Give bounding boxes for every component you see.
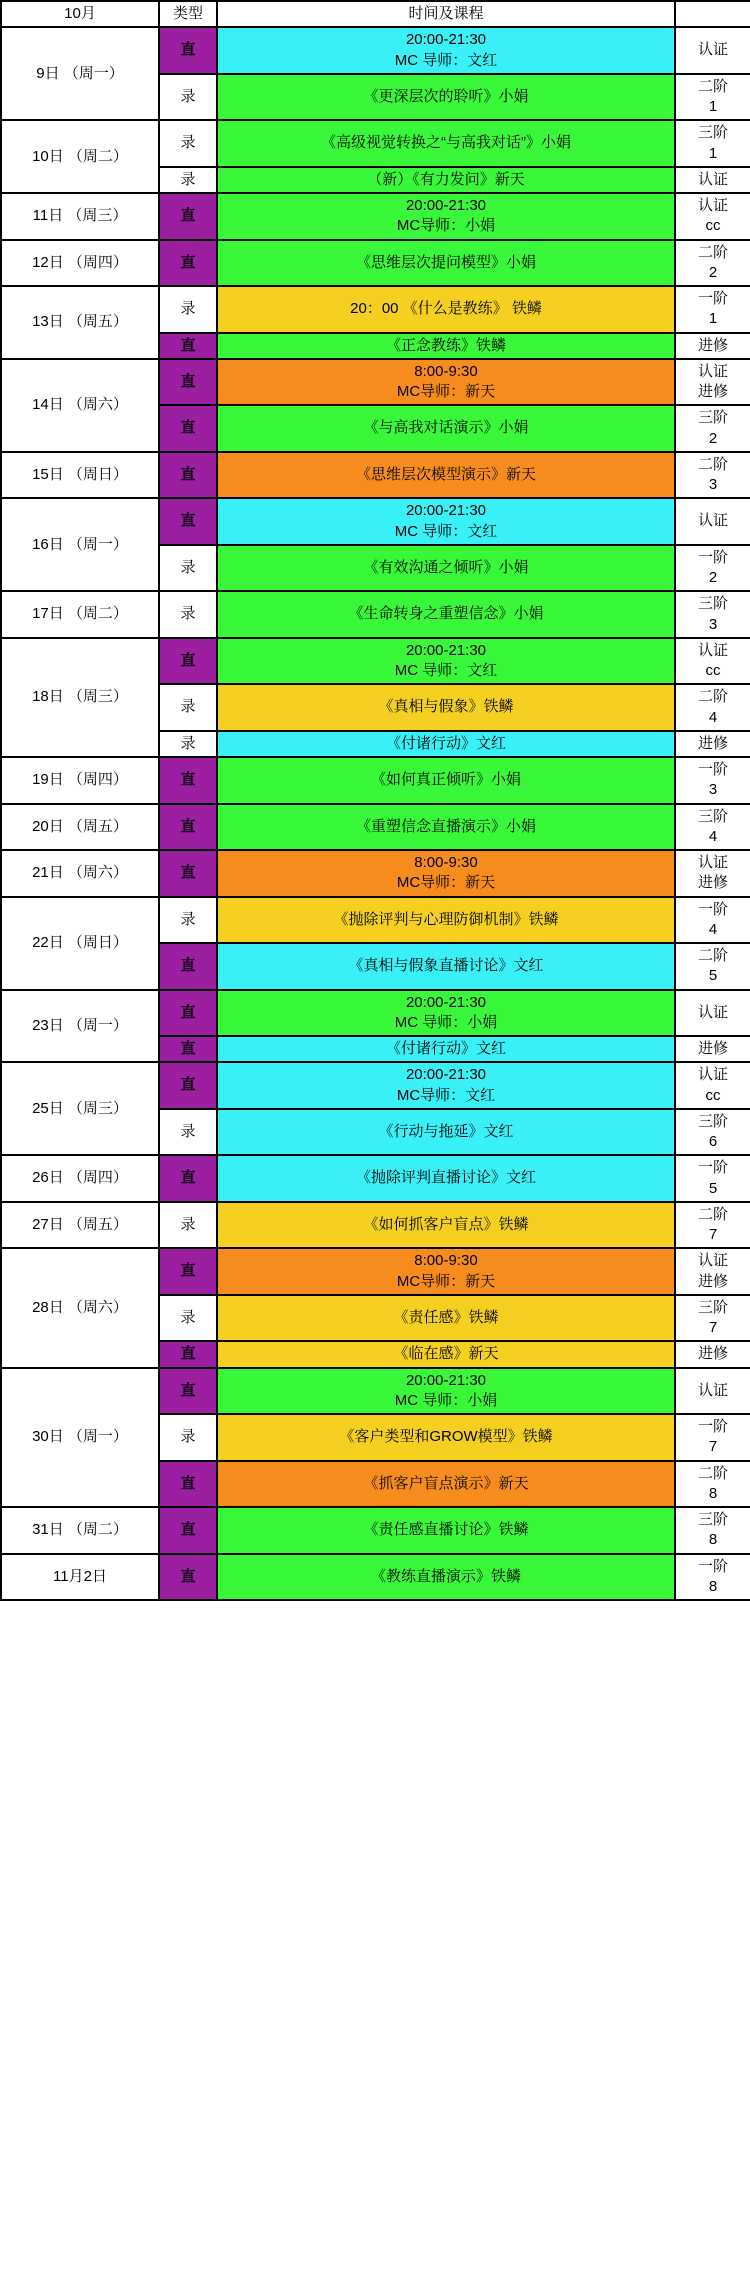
- course-cell: 《正念教练》铁鳞: [217, 333, 675, 359]
- level-cell: 认证: [675, 990, 750, 1037]
- level-line: 进修: [697, 874, 728, 892]
- date-cell: 19日 （周四）: [1, 757, 159, 804]
- level-line: 1: [708, 310, 718, 328]
- date-cell: 21日 （周六）: [1, 850, 159, 897]
- course-time: 20:00-21:30: [405, 641, 487, 659]
- course-cell: 《客户类型和GROW模型》铁鳞: [217, 1414, 675, 1461]
- type-cell-live: 直: [159, 1062, 217, 1109]
- level-cell: [675, 240, 750, 287]
- type-cell-recorded: 录: [159, 1109, 217, 1156]
- level-cell: [675, 1414, 750, 1461]
- course-cell: 《思维层次提问模型》小娟: [217, 240, 675, 287]
- level-cell: 认证: [675, 167, 750, 193]
- level-line: 二阶: [697, 688, 728, 706]
- schedule-body: [1, 1, 750, 1600]
- level-line: 8: [708, 1577, 718, 1595]
- level-cell: [675, 1507, 750, 1554]
- level-cell: [675, 591, 750, 638]
- course-time: 20:00-21:30: [405, 197, 487, 214]
- table-row: [1, 850, 750, 897]
- course-cell: （新）《有力发问》新天: [217, 167, 675, 193]
- course-cell: [217, 1248, 675, 1295]
- course-instructor: MC 导师：文红: [394, 522, 498, 540]
- date-cell: 9日 （周一）: [1, 27, 159, 120]
- type-cell-live: 直: [159, 1461, 217, 1508]
- course-cell: 《付诸行动》文红: [217, 731, 675, 757]
- level-line: 1: [708, 144, 718, 162]
- type-cell-recorded: 录: [159, 286, 217, 333]
- level-cell: [675, 684, 750, 731]
- course-cell: 《责任感直播讨论》铁鳞: [217, 1507, 675, 1554]
- date-cell: 10日 （周二）: [1, 120, 159, 193]
- level-line: 2: [708, 263, 718, 281]
- type-cell-recorded: 录: [159, 120, 217, 167]
- level-cell: 认证: [675, 1368, 750, 1415]
- level-line: 7: [708, 1226, 718, 1243]
- type-cell-recorded: 录: [159, 591, 217, 638]
- table-row: [1, 1507, 750, 1554]
- type-cell-live: 直: [159, 1036, 217, 1062]
- level-cell: 进修: [675, 333, 750, 359]
- level-cell: [675, 120, 750, 167]
- course-cell: [217, 1368, 675, 1415]
- course-cell: [217, 990, 675, 1037]
- course-instructor: MC导师：新天: [396, 874, 496, 892]
- table-row: [1, 1062, 750, 1109]
- course-cell: 《与高我对话演示》小娟: [217, 405, 675, 452]
- table-row: [1, 757, 750, 804]
- course-cell: 《抛除评判与心理防御机制》铁鳞: [217, 897, 675, 944]
- date-cell: 27日 （周五）: [1, 1202, 159, 1249]
- header-schedule: 时间及课程: [217, 1, 675, 27]
- course-cell: 《行动与拖延》文红: [217, 1109, 675, 1156]
- level-line: 2: [708, 429, 718, 447]
- level-line: 8: [708, 1484, 718, 1502]
- level-line: 二阶: [697, 1205, 728, 1223]
- level-cell: [675, 943, 750, 990]
- type-cell-live: 直: [159, 240, 217, 287]
- level-line: 二阶: [697, 77, 728, 95]
- level-line: 3: [708, 476, 718, 493]
- type-cell-recorded: 录: [159, 897, 217, 944]
- table-row: [1, 1248, 750, 1295]
- level-line: 一阶: [697, 761, 728, 778]
- level-cell: [675, 638, 750, 685]
- type-cell-live: 直: [159, 193, 217, 240]
- table-row: [1, 452, 750, 499]
- date-cell: 31日 （周二）: [1, 1507, 159, 1554]
- level-cell: 进修: [675, 1036, 750, 1062]
- type-cell-live: 直: [159, 638, 217, 685]
- date-cell: 11日 （周三）: [1, 193, 159, 240]
- level-cell: [675, 1295, 750, 1342]
- course-cell: 《抛除评判直播讨论》文红: [217, 1155, 675, 1202]
- course-cell: 《重塑信念直播演示》小娟: [217, 804, 675, 851]
- level-line: 认证: [697, 197, 728, 214]
- level-cell: [675, 804, 750, 851]
- level-line: 3: [708, 781, 718, 799]
- level-line: 4: [708, 708, 718, 726]
- table-header-row: [1, 1, 750, 27]
- level-line: cc: [705, 217, 721, 235]
- level-line: 7: [708, 1319, 718, 1336]
- level-line: 7: [708, 1438, 718, 1456]
- course-cell: 《如何抓客户盲点》铁鳞: [217, 1202, 675, 1249]
- course-cell: 《临在感》新天: [217, 1341, 675, 1367]
- course-time: 20:00-21:30: [405, 1371, 487, 1389]
- table-row: [1, 286, 750, 333]
- level-cell: [675, 405, 750, 452]
- table-row: [1, 897, 750, 944]
- level-line: 认证: [697, 362, 728, 380]
- level-line: 三阶: [697, 409, 728, 427]
- date-cell: 23日 （周一）: [1, 990, 159, 1063]
- level-line: 三阶: [697, 1298, 728, 1316]
- course-cell: 《责任感》铁鳞: [217, 1295, 675, 1342]
- course-cell: 《生命转身之重塑信念》小娟: [217, 591, 675, 638]
- level-line: 一阶: [697, 290, 728, 307]
- level-line: 6: [708, 1133, 718, 1150]
- course-time: 20:00-21:30: [405, 31, 487, 49]
- level-cell: [675, 1248, 750, 1295]
- course-cell: 《付诸行动》文红: [217, 1036, 675, 1062]
- date-cell: 22日 （周日）: [1, 897, 159, 990]
- level-cell: [675, 74, 750, 121]
- course-instructor: MC导师：文红: [396, 1086, 496, 1104]
- table-row: [1, 240, 750, 287]
- level-line: cc: [705, 1086, 721, 1104]
- course-cell: [217, 498, 675, 545]
- level-line: 一阶: [697, 1159, 728, 1177]
- type-cell-live: 直: [159, 27, 217, 74]
- course-cell: [217, 359, 675, 406]
- level-line: 5: [708, 967, 718, 985]
- course-cell: 《真相与假象》铁鳞: [217, 684, 675, 731]
- level-cell: 认证: [675, 498, 750, 545]
- type-cell-live: 直: [159, 1155, 217, 1202]
- date-cell: 12日 （周四）: [1, 240, 159, 287]
- level-cell: [675, 193, 750, 240]
- type-cell-recorded: 录: [159, 684, 217, 731]
- level-line: 一阶: [697, 1557, 728, 1575]
- date-cell: 18日 （周三）: [1, 638, 159, 757]
- course-cell: 《抓客户盲点演示》新天: [217, 1461, 675, 1508]
- table-row: [1, 120, 750, 167]
- level-line: 一阶: [697, 1418, 728, 1435]
- level-line: 三阶: [697, 1511, 728, 1528]
- type-cell-recorded: 录: [159, 545, 217, 592]
- course-cell: 《更深层次的聆听》小娟: [217, 74, 675, 121]
- course-cell: 《真相与假象直播讨论》文红: [217, 943, 675, 990]
- level-line: 进修: [697, 1272, 728, 1290]
- table-row: [1, 1554, 750, 1601]
- type-cell-live: 直: [159, 359, 217, 406]
- type-cell-live: 直: [159, 804, 217, 851]
- level-line: 二阶: [697, 243, 728, 261]
- level-line: 1: [708, 98, 718, 115]
- level-cell: [675, 757, 750, 804]
- type-cell-live: 直: [159, 1341, 217, 1367]
- course-cell: 《如何真正倾听》小娟: [217, 757, 675, 804]
- level-line: 二阶: [697, 455, 728, 473]
- type-cell-live: 直: [159, 850, 217, 897]
- type-cell-recorded: 录: [159, 167, 217, 193]
- table-row: [1, 1368, 750, 1415]
- level-line: 认证: [697, 1066, 728, 1084]
- level-line: 5: [708, 1179, 718, 1197]
- level-line: 二阶: [697, 947, 728, 964]
- table-row: [1, 1202, 750, 1249]
- type-cell-recorded: 录: [159, 74, 217, 121]
- header-level: [675, 1, 750, 27]
- level-line: 认证: [697, 1252, 728, 1270]
- date-cell: 25日 （周三）: [1, 1062, 159, 1155]
- course-cell: 《高级视觉转换之“与高我对话”》小娟: [217, 120, 675, 167]
- level-line: 8: [708, 1531, 718, 1549]
- level-cell: [675, 850, 750, 897]
- level-line: 认证: [697, 854, 728, 871]
- course-time: 8:00-9:30: [414, 362, 478, 380]
- date-cell: 30日 （周一）: [1, 1368, 159, 1508]
- table-row: [1, 27, 750, 74]
- course-instructor: MC导师：新天: [396, 383, 496, 400]
- table-row: [1, 804, 750, 851]
- type-cell-recorded: 录: [159, 1202, 217, 1249]
- level-line: 2: [708, 569, 718, 586]
- course-time: 20:00-21:30: [405, 502, 487, 520]
- date-cell: 26日 （周四）: [1, 1155, 159, 1202]
- course-instructor: MC 导师：文红: [394, 51, 498, 69]
- course-instructor: MC导师：新天: [396, 1272, 496, 1290]
- type-cell-live: 直: [159, 333, 217, 359]
- level-cell: 认证: [675, 27, 750, 74]
- type-cell-recorded: 录: [159, 1414, 217, 1461]
- type-cell-live: 直: [159, 757, 217, 804]
- type-cell-live: 直: [159, 498, 217, 545]
- course-cell: [217, 27, 675, 74]
- type-cell-live: 直: [159, 943, 217, 990]
- level-cell: 进修: [675, 1341, 750, 1367]
- type-cell-live: 直: [159, 1248, 217, 1295]
- date-cell: 17日 （周二）: [1, 591, 159, 638]
- course-cell: 《有效沟通之倾听》小娟: [217, 545, 675, 592]
- type-cell-live: 直: [159, 452, 217, 499]
- date-cell: 15日 （周日）: [1, 452, 159, 499]
- course-instructor: MC导师：小娟: [396, 217, 496, 235]
- type-cell-live: 直: [159, 990, 217, 1037]
- table-row: [1, 359, 750, 406]
- level-line: 三阶: [697, 1112, 728, 1130]
- level-line: 三阶: [697, 595, 728, 613]
- level-cell: [675, 1461, 750, 1508]
- type-cell-recorded: 录: [159, 731, 217, 757]
- table-row: [1, 638, 750, 685]
- date-cell: 14日 （周六）: [1, 359, 159, 452]
- type-cell-live: 直: [159, 1554, 217, 1601]
- course-instructor: MC 导师：小娟: [394, 1013, 498, 1031]
- course-time: 20:00-21:30: [405, 993, 487, 1011]
- course-cell: 《思维层次模型演示》新天: [217, 452, 675, 499]
- course-cell: [217, 193, 675, 240]
- table-row: [1, 1155, 750, 1202]
- level-cell: [675, 1554, 750, 1601]
- date-cell: 20日 （周五）: [1, 804, 159, 851]
- level-cell: [675, 286, 750, 333]
- course-cell: 《教练直播演示》铁鳞: [217, 1554, 675, 1601]
- course-cell: [217, 850, 675, 897]
- table-row: [1, 990, 750, 1037]
- level-line: 三阶: [697, 807, 728, 825]
- level-line: 三阶: [697, 124, 728, 142]
- level-line: 二阶: [697, 1464, 728, 1482]
- level-cell: [675, 452, 750, 499]
- table-row: [1, 591, 750, 638]
- header-type: 类型: [159, 1, 217, 27]
- level-line: 认证: [697, 641, 728, 659]
- level-line: 4: [708, 920, 718, 938]
- level-cell: [675, 897, 750, 944]
- level-line: 进修: [697, 383, 728, 400]
- type-cell-live: 直: [159, 405, 217, 452]
- course-cell: [217, 1062, 675, 1109]
- table-row: [1, 498, 750, 545]
- level-cell: [675, 359, 750, 406]
- type-cell-recorded: 录: [159, 1295, 217, 1342]
- level-line: 一阶: [697, 548, 728, 566]
- level-line: 一阶: [697, 900, 728, 918]
- course-instructor: MC 导师：文红: [394, 662, 498, 679]
- level-cell: 进修: [675, 731, 750, 757]
- level-line: 3: [708, 615, 718, 633]
- course-time: 8:00-9:30: [414, 1252, 478, 1270]
- course-cell: 20：00 《什么是教练》 铁鳞: [217, 286, 675, 333]
- level-cell: [675, 1155, 750, 1202]
- date-cell: 11月2日: [1, 1554, 159, 1601]
- course-time: 20:00-21:30: [405, 1066, 487, 1084]
- level-cell: [675, 1062, 750, 1109]
- date-cell: 13日 （周五）: [1, 286, 159, 359]
- type-cell-live: 直: [159, 1507, 217, 1554]
- date-cell: 16日 （周一）: [1, 498, 159, 591]
- level-cell: [675, 1109, 750, 1156]
- course-instructor: MC 导师：小娟: [394, 1391, 498, 1409]
- level-line: cc: [705, 662, 721, 679]
- header-month: 10月: [1, 1, 159, 27]
- date-cell: 28日 （周六）: [1, 1248, 159, 1367]
- level-cell: [675, 545, 750, 592]
- level-cell: [675, 1202, 750, 1249]
- course-time: 8:00-9:30: [414, 854, 478, 871]
- course-cell: [217, 638, 675, 685]
- table-row: [1, 193, 750, 240]
- type-cell-live: 直: [159, 1368, 217, 1415]
- level-line: 4: [708, 827, 718, 845]
